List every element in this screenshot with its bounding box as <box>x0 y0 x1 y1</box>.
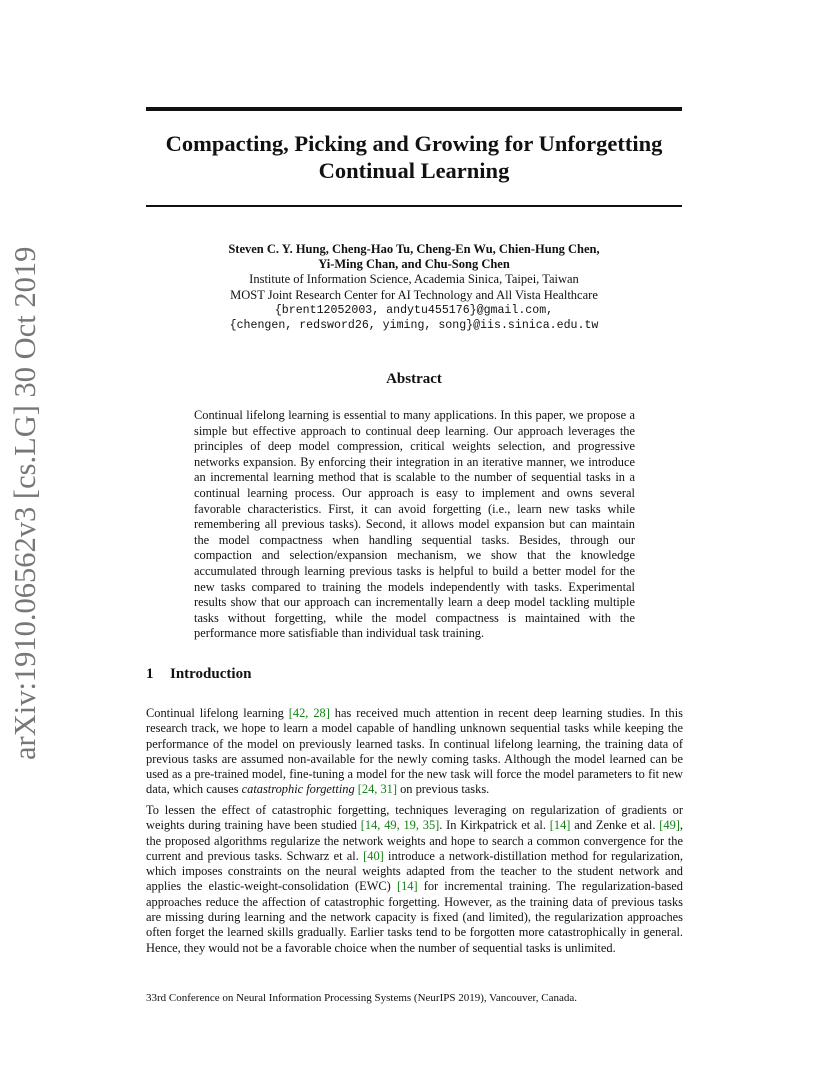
intro-paragraph-2 <box>146 803 683 956</box>
section-heading-introduction <box>146 666 251 683</box>
affiliation-1: Institute of Information Science, Academia Sinica, Taipei, Taiwan <box>249 272 579 287</box>
citation-link[interactable]: [24, 31] <box>357 782 397 797</box>
email-line-1: {brent12052003, andytu455176}@gmail.com, <box>274 303 554 317</box>
section-number: 1 <box>146 666 154 682</box>
arxiv-watermark: arXiv:1910.06562v3 [cs.LG] 30 Oct 2019 <box>8 246 42 760</box>
text-run: and Zenke et al. <box>570 818 660 833</box>
paper-title <box>146 130 682 184</box>
affiliation-2: MOST Joint Research Center for AI Technology and All Vista Healthcare <box>230 287 598 302</box>
section-title: Introduction <box>170 666 252 682</box>
text-run: , the proposed algorithms regularize the network weights and hope to search a common convergence for the current and previous tasks. Schwarz et al. <box>146 818 684 863</box>
citation-link[interactable]: [40] <box>363 848 384 863</box>
emphasis-text: catastrophic forgetting <box>241 782 355 797</box>
text-run: has received much attention in recent deep learning studies. In this research track, we hope to learn a model capable of handling unknown sequential tasks while keeping the performance of the model on previously learned tasks. In continual lifelong learning, the training data of previous tasks are assumed non-available for the newly coming tasks. Although the model learned can be used as a pre-trained model, fine-tuning a model for the new task will force the model parameters to fit new data, which causes <box>146 706 683 797</box>
citation-link[interactable]: [42, 28] <box>288 706 330 720</box>
text-run: introduce a network-distillation method for regularization, which imposes constraints on the neural weights adapted from the teacher to the student network and applies the elastic-weight-consolidation (EWC) <box>146 848 683 894</box>
email-line-2: {chengen, redsword26, yiming, song}@iis.sinica.edu.tw <box>229 319 599 333</box>
title-line-1: Compacting, Picking and Growing for Unforgetting <box>165 131 663 156</box>
title-rule-top <box>146 107 682 111</box>
author-names-line-1: Steven C. Y. Hung, Cheng-Hao Tu, Cheng-En Wu, Chien-Hung Chen, <box>228 242 600 256</box>
title-line-2: Continual Learning <box>318 158 510 183</box>
citation-link[interactable]: [14] <box>396 879 418 894</box>
text-run: Continual lifelong learning <box>146 706 289 720</box>
title-rule-bottom <box>146 205 682 207</box>
text-run: To lessen the effect of catastrophic forgetting, techniques leveraging on regularization of gradients or weights during training have been studied <box>146 803 683 833</box>
conference-footnote: 33rd Conference on Neural Information Processing Systems (NeurIPS 2019), Vancouver, Canada. <box>146 992 578 1004</box>
intro-paragraph-1 <box>146 706 683 798</box>
citation-link[interactable]: [14, 49, 19, 35] <box>360 818 440 833</box>
author-block <box>146 242 682 333</box>
author-names-line-2: Yi-Ming Chan, and Chu-Song Chen <box>318 257 510 272</box>
citation-link[interactable]: [49] <box>659 818 680 833</box>
text-run: . In Kirkpatrick et al. <box>439 818 550 833</box>
abstract-text: Continual lifelong learning is essential to many applications. In this paper, we propose a simple but effective approach to continual deep learning. Our approach leverages the principles of deep model compression, critical weights selection, and progressive networks expansion. By enforcing their integration in an iterative manner, we introduce an incremental learning method that is scalable to the number of sequential tasks in a continual learning process. Our approach is easy to implement and owns several favorable characteristics. First, it can avoid forgetting (i.e., learn new tasks while remembering all previous tasks). Second, it allows model expansion but can maintain the model compactness when handling sequential tasks. Besides, through our compaction and selection/expansion mechanism, we show that the knowledge accumulated through learning previous tasks is helpful to build a better model for the new tasks compared to training the models independently with tasks. Experimental results show that our approach can incrementally learn a deep model tackling multiple tasks without forgetting, while the model compactness is maintained with the performance more satisfiable than individual task training. <box>194 408 635 641</box>
citation-link[interactable]: [14] <box>549 818 571 833</box>
text-run: on previous tasks. <box>397 782 490 797</box>
text-run: for incremental training. The regularization-based approaches reduce the affection of catastrophic forgetting. However, as the training data of previous tasks are missing during learning and the network capacity is fixed (and limited), the regularization approaches often forget the learned skills gradually. Earlier tasks tend to be forgotten more catastrophically in general. Hence, they would not be a favorable choice when the number of sequential tasks is unlimited. <box>146 879 683 955</box>
abstract-heading: Abstract <box>386 371 442 387</box>
